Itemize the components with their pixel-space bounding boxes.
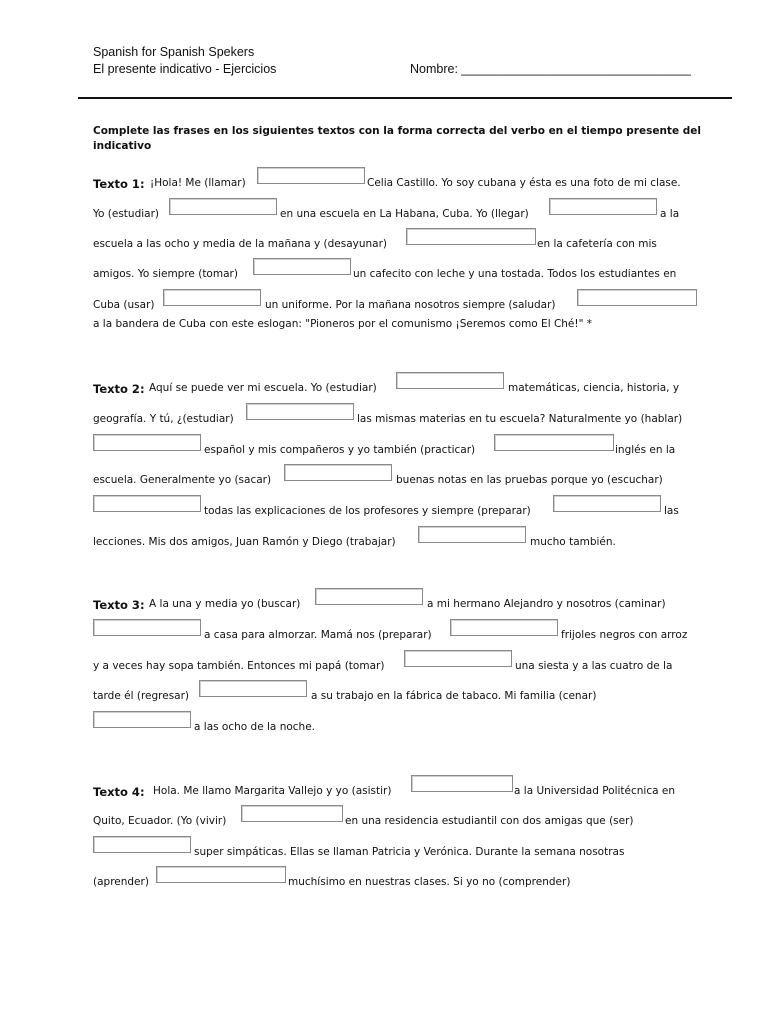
answer-input[interactable] [418,526,526,543]
text-segment: en la cafetería con mis [537,238,657,250]
text-segment: A la una y media yo (buscar) [149,598,301,610]
text-segment: Quito, Ecuador. (Yo (vivir) [93,815,227,827]
text-segment: muchísimo en nuestras clases. Si yo no (comprender) [288,876,571,888]
name-field-label: Nombre: _________________________________ [410,62,691,76]
instructions: Complete las frases en los siguientes textos con la forma correcta del verbo en el tiempo presente del indicativo [93,125,701,152]
text-segment: las mismas materias en tu escuela? Naturalmente yo (hablar) [357,413,683,425]
answer-input[interactable] [246,403,354,420]
text-segment: todas las explicaciones de los profesores y siempre (preparar) [204,505,531,517]
answer-input[interactable] [93,434,201,451]
text-segment: en una escuela en La Habana, Cuba. Yo (llegar) [280,208,529,220]
answer-input[interactable] [549,198,657,215]
text-segment: a mi hermano Alejandro y nosotros (caminar) [427,598,666,610]
answer-input[interactable] [406,228,536,245]
text-segment: Aquí se puede ver mi escuela. Yo (estudiar) [149,382,377,394]
text-segment: super simpáticas. Ellas se llaman Patricia y Verónica. Durante la semana nosotras [194,846,625,858]
text-segment: a su trabajo en la fábrica de tabaco. Mi familia (cenar) [311,690,597,702]
answer-input[interactable] [284,464,392,481]
answer-input[interactable] [396,372,504,389]
course-title: Spanish for Spanish Spekers [93,45,255,59]
text-segment: Cuba (usar) [93,299,155,311]
worksheet-subtitle: El presente indicativo - Ejercicios [93,62,277,76]
texto3-label: Texto 3: [93,598,145,612]
answer-input[interactable] [257,167,365,184]
answer-input[interactable] [253,258,351,275]
answer-input[interactable] [241,805,343,822]
text-segment: frijoles negros con arroz [561,629,688,641]
answer-input[interactable] [169,198,277,215]
answer-input[interactable] [199,680,307,697]
text-segment: y a veces hay sopa también. Entonces mi papá (tomar) [93,660,385,672]
text-segment: buenas notas en las pruebas porque yo (escuchar) [396,474,663,486]
answer-input[interactable] [450,619,558,636]
text-segment: español y mis compañeros y yo también (practicar) [204,444,476,456]
text-segment: Yo (estudiar) [93,208,160,220]
answer-input[interactable] [404,650,512,667]
text-segment: a la bandera de Cuba con este eslogan: "Pioneros por el comunismo ¡Seremos como El Ché!" * [93,318,593,330]
text-segment: a la Universidad Politécnica en [514,785,675,797]
answer-input[interactable] [163,289,261,306]
text-segment: Celia Castillo. Yo soy cubana y ésta es una foto de mi clase. [367,177,681,189]
answer-input[interactable] [93,711,191,728]
answer-input[interactable] [577,289,697,306]
text-segment: matemáticas, ciencia, historia, y [508,382,680,394]
text-segment: mucho también. [530,536,616,548]
text-segment: escuela. Generalmente yo (sacar) [93,474,272,486]
answer-input[interactable] [93,619,201,636]
answer-input[interactable] [411,775,513,792]
text-segment: a las ocho de la noche. [194,721,316,733]
text-segment: un cafecito con leche y una tostada. Todos los estudiantes en [353,268,677,280]
text-segment: a casa para almorzar. Mamá nos (preparar) [204,629,432,641]
text-segment: lecciones. Mis dos amigos, Juan Ramón y Diego (trabajar) [93,536,396,548]
texto1-label: Texto 1: [93,177,145,191]
answer-input[interactable] [315,588,423,605]
text-segment: las [664,505,679,517]
answer-input[interactable] [93,836,191,853]
text-segment: inglés en la [615,444,676,456]
text-segment: escuela a las ocho y media de la mañana y (desayunar) [93,238,388,250]
text-segment: tarde él (regresar) [93,690,190,702]
text-segment: un uniforme. Por la mañana nosotros siempre (saludar) [265,299,556,311]
text-segment: Hola. Me llamo Margarita Vallejo y yo (asistir) [153,785,392,797]
text-segment: ¡Hola! Me (llamar) [150,177,246,189]
answer-input[interactable] [93,495,201,512]
text-segment: en una residencia estudiantil con dos amigas que (ser) [345,815,634,827]
text-segment: amigos. Yo siempre (tomar) [93,268,238,280]
answer-input[interactable] [494,434,614,451]
answer-input[interactable] [156,866,286,883]
text-segment: (aprender) [93,876,149,888]
text-segment: a la [660,208,680,220]
answer-input[interactable] [553,495,661,512]
texto4-label: Texto 4: [93,785,145,799]
texto2-label: Texto 2: [93,382,145,396]
header-divider [78,97,732,99]
text-segment: geografía. Y tú, ¿(estudiar) [93,413,234,425]
text-segment: una siesta y a las cuatro de la [515,660,673,672]
